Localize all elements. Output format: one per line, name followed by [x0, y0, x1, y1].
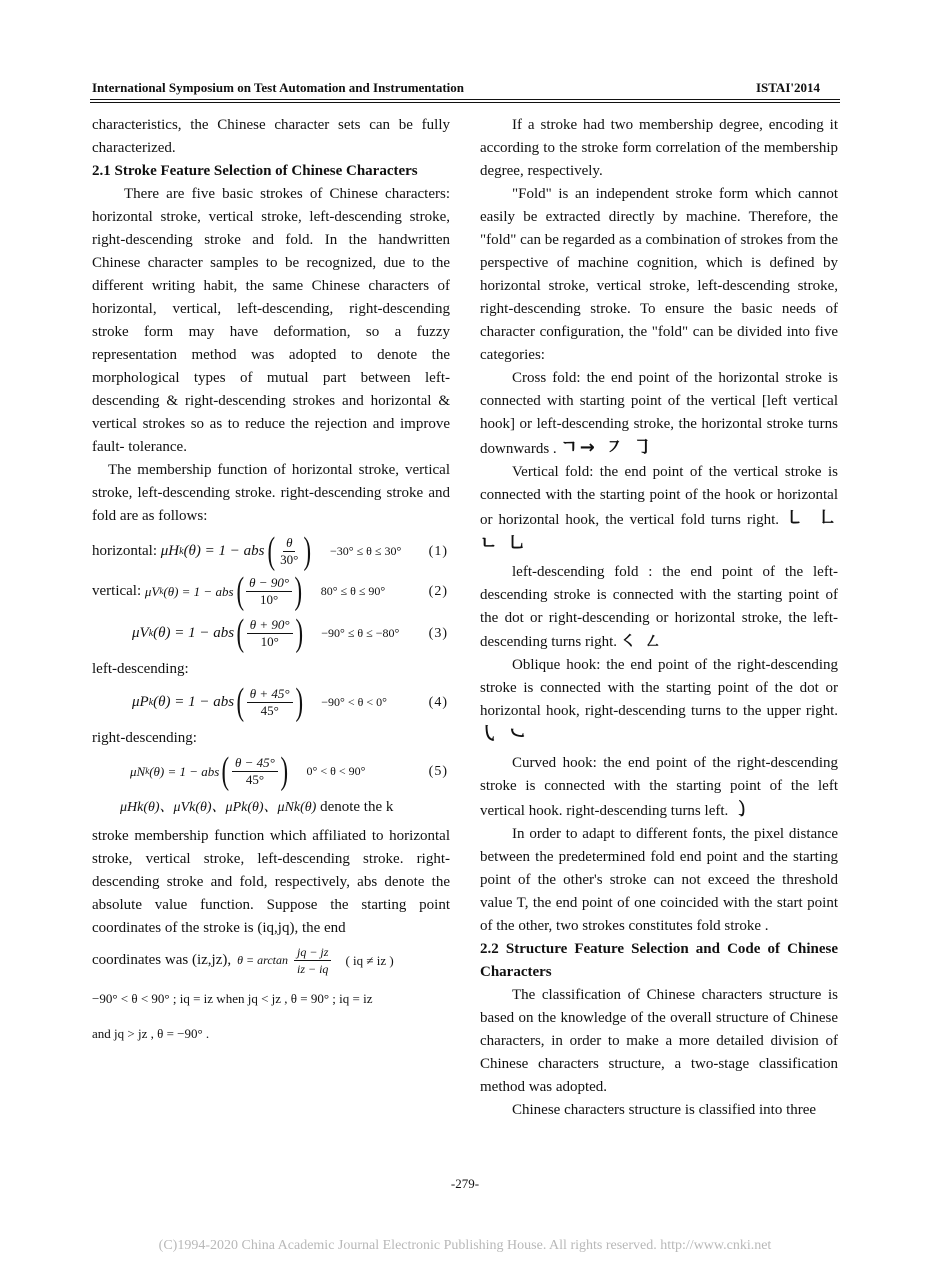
paragraph: [480, 561, 838, 654]
paragraph: [480, 367, 838, 461]
arctan-line: [92, 944, 450, 977]
equation-lhs: μH: [160, 542, 180, 559]
right-column: [480, 114, 838, 1122]
curved-hook-glyph: ㇁: [732, 799, 753, 820]
paragraph: "Fold" is an independent stroke form which cannot easily be extracted directly by machine. Therefore, the "fold" can be regarded as a combination of strokes from the perspective of machine cognition, which is defined by horizontal stroke, vertical stroke, left-descending stroke, right-descending stroke. To ensure the basic needs of character configuration, the "fold" can be divided into five categories:: [480, 186, 838, 363]
equation-rhs: (θ) = 1 − abs: [163, 583, 234, 599]
equation-sub: k: [159, 585, 164, 596]
equation-group-label: left-descending:: [92, 661, 189, 677]
oblique-hook-glyphs: ㇂ ㇃: [480, 724, 529, 745]
equation-4: μP k (θ) = 1 − abs ( $\frac{\theta + 45^\circ}{45^\circ}$ ) −90° < θ < 0° (4): [132, 681, 448, 723]
paragraph: In order to adapt to different fonts, the pixel distance between the predetermined fold end point and the starting point of the other's stroke can not exceed the threshold value T, the end point of one coincided with the start point of the other, two strokes constitutes fold stroke .: [480, 826, 838, 934]
paragraph-text: left-descending fold : the end point of the left-descending stroke is connected with the starting point of the dot or right-descending or horizontal stroke, the left-descending turns right.: [480, 564, 838, 650]
paragraph-text: Curved hook: the end point of the right-descending stroke is connected with the starting point of the left vertical hook. right-descending turns left.: [480, 755, 838, 819]
equation-condition: 0° < θ < 90°: [306, 763, 366, 778]
angle-conditions: −90° < θ < 90° ; iq = iz when jq < jz , θ = 90° ; iq = iz: [92, 991, 373, 1006]
equation-sub: k: [148, 696, 154, 708]
paragraph-text: Oblique hook: the end point of the right-descending stroke is connected with the starting point of the dot or horizontal hook, right-descending turns to the upper right.: [480, 657, 838, 719]
fraction-numerator: θ + 45°: [247, 686, 293, 703]
fraction-denominator: iz − iq: [297, 962, 329, 976]
paragraph: If a stroke had two membership degree, encoding it according to the stroke form correlation of the membership degree, respectively.: [480, 117, 838, 179]
vertical-fold-stroke-glyphs: ㇄ ㇗ ㄴ ㇟: [480, 508, 838, 554]
fraction-denominator: 45°: [245, 771, 265, 787]
fraction-numerator: θ + 90°: [247, 617, 293, 634]
copyright-footer: (C)1994-2020 China Academic Journal Electronic Publishing House. All rights reserved. http://www.cnki.net: [158, 1238, 772, 1253]
running-header-left: International Symposium on Test Automation and Instrumentation: [92, 80, 465, 95]
equation-lhs: μN: [130, 763, 146, 779]
section-heading-2-1: 2.1 Stroke Feature Selection of Chinese Characters: [92, 163, 418, 179]
equation-rhs: (θ) = 1 − abs: [153, 693, 235, 710]
equation-condition: 80° ≤ θ ≤ 90°: [320, 583, 386, 598]
fraction-numerator: θ − 45°: [232, 755, 278, 772]
fraction-numerator: θ − 90°: [246, 575, 292, 592]
equation-2: vertical: μV k (θ) = 1 − abs ( $\frac{\theta - 90^\circ}{10^\circ}$ ) 80° ≤ θ ≤ 90° (2): [92, 570, 448, 612]
inline-math: μHk(θ)、μVk(θ)、μPk(θ)、μNk(θ): [120, 800, 317, 815]
equation-lhs: μV: [132, 624, 149, 641]
equation-3: μV k (θ) = 1 − abs ( $\frac{\theta + 90^\circ}{10^\circ}$ ) −90° ≤ θ ≤ −80° (3): [132, 612, 448, 654]
equation-label: vertical:: [92, 582, 142, 599]
paragraph: Chinese characters structure is classified into three: [512, 1102, 817, 1118]
equation-condition: −90° ≤ θ ≤ −80°: [321, 625, 400, 640]
equation-condition: −90° < θ < 0°: [321, 694, 387, 709]
equation-number: (5): [428, 763, 448, 779]
equation-rhs: (θ) = 1 − abs: [149, 763, 220, 779]
equation-sub: k: [148, 627, 154, 639]
fraction-denominator: 30°: [280, 551, 299, 567]
equation-lhs: μP: [132, 693, 149, 710]
equation-sub: k: [145, 765, 150, 776]
header-rule: [90, 99, 840, 100]
equation-label: horizontal:: [92, 542, 157, 559]
paragraph: The membership function of horizontal stroke, vertical stroke, left-descending stroke. right-descending stroke and fold are as follows:: [92, 462, 450, 524]
paragraph: There are five basic strokes of Chinese characters: horizontal stroke, vertical stroke, left-descending stroke, right-descending stroke and fold. In the handwritten Chinese character samples to be recognized, due to the different writing habit, the same Chinese characters of horizontal, vertical, left-descending, right-descending stroke form may have deformation, so a fuzzy representation method was adopted to denote the morphological types of mutual part between left-descending & right-descending strokes and horizontal & vertical strokes so as to reduce the rejection and improve fault- tolerance.: [92, 186, 450, 455]
equation-sub: k: [179, 545, 184, 557]
fraction-numerator: θ: [283, 535, 295, 552]
running-header-right: ISTAI'2014: [755, 80, 820, 95]
equation-number: (3): [428, 625, 448, 641]
inline-text: coordinates was (iz,jz),: [92, 952, 232, 968]
left-descending-fold-glyphs: ㇛ ㇜: [620, 632, 663, 650]
membership-symbols-line: [92, 796, 450, 819]
equation-condition: −30° ≤ θ ≤ 30°: [330, 543, 402, 558]
fraction-numerator: jq − jz: [294, 944, 331, 961]
paragraph: stroke membership function which affiliated to horizontal stroke, vertical stroke, left-descending stroke. right-descending stroke and fold, respectively, abs denote the absolute value function. Suppose the starting point coordinates of the stroke is (iq,jq), the end: [92, 828, 450, 936]
paragraph-text: Vertical fold: the end point of the vertical stroke is connected with the starting point of the hook or horizontal or horizontal hook, the vertical fold turns right.: [480, 464, 838, 528]
angle-conditions: and jq > jz , θ = −90° .: [92, 1026, 210, 1041]
page-number: -279-: [450, 1176, 480, 1191]
section-heading-2-2: 2.2 Structure Feature Selection and Code of Chinese Characters: [480, 941, 838, 980]
equation-number: (2): [428, 583, 448, 599]
fraction-denominator: 10°: [260, 633, 279, 649]
fraction-denominator: 45°: [260, 702, 279, 718]
fraction-denominator: 10°: [260, 591, 279, 607]
equation-1: horizontal: μH k (θ) = 1 − abs ( $\frac{\theta}{30^\circ}$ ) −30° ≤ θ ≤ 30° (1): [92, 530, 448, 572]
paragraph: characteristics, the Chinese character sets can be fully characterized.: [92, 117, 450, 156]
equation-rhs: (θ) = 1 − abs: [183, 542, 265, 559]
equation-condition: ( iq ≠ iz ): [345, 953, 394, 968]
cross-fold-stroke-glyphs: ㄱ→ ㇇ ㇆: [560, 437, 654, 458]
paragraph: [480, 654, 838, 748]
equation-number: (1): [428, 543, 448, 559]
equation-group-label: right-descending:: [92, 730, 197, 746]
header-rule-thin: [90, 102, 840, 103]
equation-5: μN k (θ) = 1 − abs ( $\frac{\theta - 45^\circ}{45^\circ}$ ) 0° < θ < 90° (5): [130, 750, 448, 792]
paragraph: [480, 461, 838, 557]
left-column: [92, 114, 450, 1045]
paragraph: [480, 752, 838, 823]
equation-lhs: μV: [144, 583, 160, 599]
equation-number: (4): [428, 694, 448, 710]
inline-math: θ = arctan: [237, 953, 288, 967]
inline-text: denote the k: [320, 799, 394, 815]
paragraph: The classification of Chinese characters structure is based on the knowledge of the overall structure of Chinese characters, in order to make a more detailed division of Chinese characters structure, a two-stage classification method was adopted.: [480, 987, 838, 1095]
paragraph-text: Cross fold: the end point of the horizontal stroke is connected with starting point of the vertical [left vertical hook] or left-descending stroke, the horizontal stroke turns downwards .: [480, 370, 838, 457]
equation-rhs: (θ) = 1 − abs: [153, 624, 235, 641]
